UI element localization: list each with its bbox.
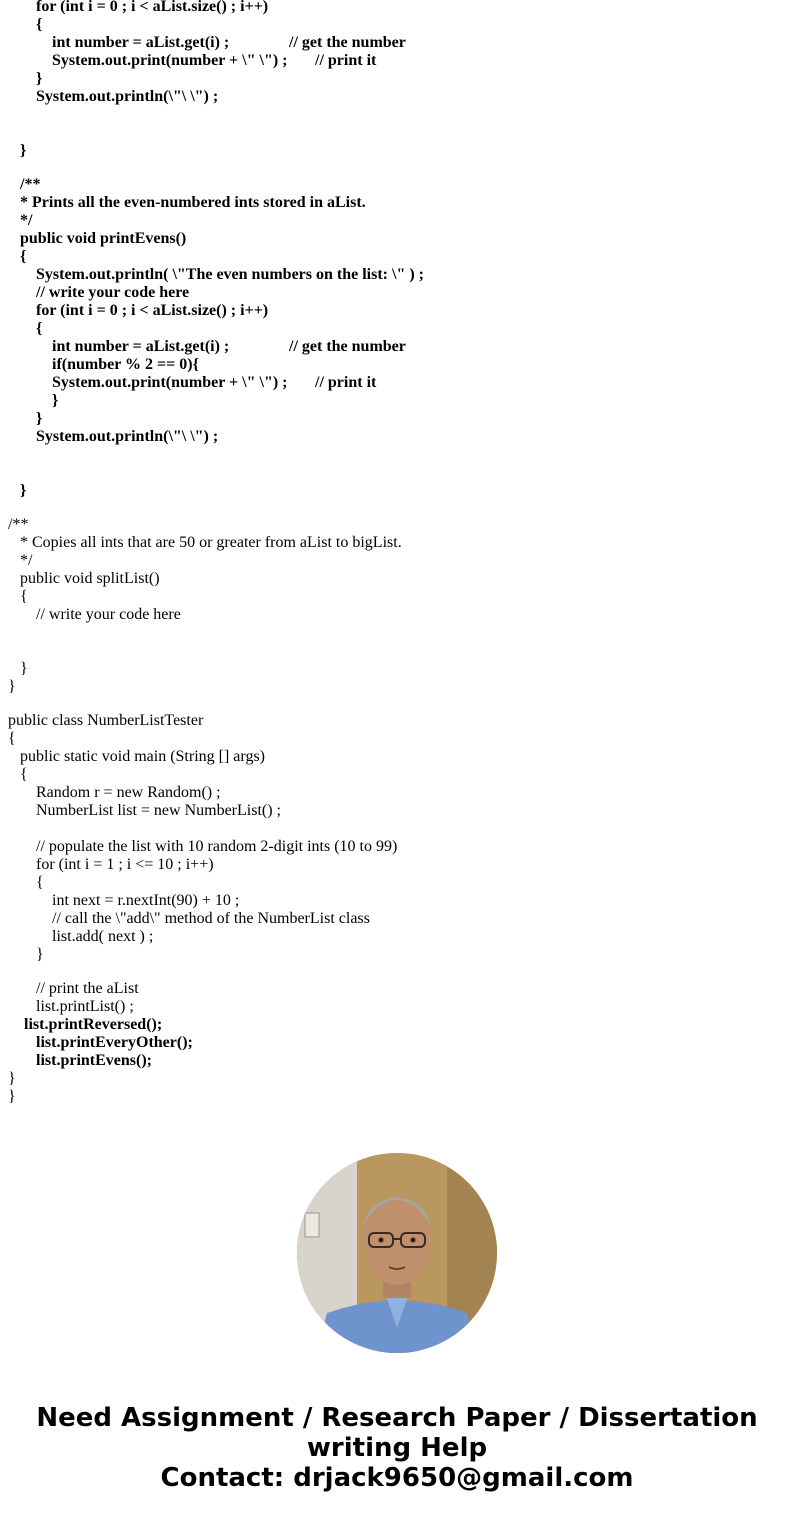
code-comment: // print the aList	[36, 980, 139, 997]
code-line: int number = aList.get(i) ;	[52, 34, 230, 51]
code-line: {	[36, 874, 44, 891]
code-line: {	[20, 588, 28, 605]
code-line: int next = r.nextInt(90) + 10 ;	[52, 892, 240, 909]
code-line: {	[8, 730, 16, 747]
code-line: public class NumberListTester	[8, 712, 204, 729]
code-comment: // write your code here	[36, 606, 181, 623]
code-line: list.printReversed();	[24, 1016, 163, 1033]
code-line: {	[20, 248, 27, 265]
code-line: {	[36, 16, 43, 33]
code-line: System.out.print(number + \" \") ;	[52, 374, 288, 391]
code-line: public void splitList()	[20, 570, 160, 587]
contact-banner	[0, 1403, 794, 1493]
code-line: if(number % 2 == 0){	[52, 356, 199, 373]
code-comment: // get the number	[289, 34, 406, 51]
banner-headline: Need Assignment / Research Paper / Dissertation	[36, 1403, 758, 1433]
code-line: }	[20, 142, 27, 159]
code-line: }	[36, 70, 43, 87]
code-comment: */	[20, 552, 33, 569]
code-line: for (int i = 1 ; i <= 10 ; i++)	[36, 856, 214, 873]
code-comment: // print it	[315, 52, 377, 69]
code-line: Random r = new Random() ;	[36, 784, 221, 801]
code-line: System.out.println(\"\ \") ;	[36, 428, 219, 445]
code-comment: * Copies all ints that are 50 or greater from aList to bigList.	[20, 534, 402, 551]
code-line: {	[20, 766, 28, 783]
code-line: for (int i = 0 ; i < aList.size() ; i++)	[36, 0, 269, 15]
code-line: public void printEvens()	[20, 230, 187, 247]
code-comment: /**	[20, 176, 41, 193]
person-portrait-icon	[297, 1153, 497, 1353]
code-line: int number = aList.get(i) ;	[52, 338, 230, 355]
code-line: System.out.println( \"The even numbers on the list: \" ) ;	[36, 266, 424, 283]
code-line: NumberList list = new NumberList() ;	[36, 802, 281, 819]
code-comment: * Prints all the even-numbered ints stored in aList.	[20, 194, 366, 211]
contact-email: Contact: drjack9650@gmail.com	[160, 1463, 634, 1493]
banner-subline: writing Help	[306, 1433, 488, 1463]
code-line: }	[36, 410, 43, 427]
code-line: }	[20, 482, 27, 499]
code-comment: */	[20, 212, 33, 229]
code-line: }	[20, 660, 28, 677]
code-line: list.add( next ) ;	[52, 928, 154, 945]
code-line: list.printList() ;	[36, 998, 134, 1015]
code-line: }	[8, 678, 16, 695]
code-comment: // write your code here	[36, 284, 190, 301]
author-photo	[297, 1153, 497, 1353]
code-line: list.printEvens();	[36, 1052, 152, 1069]
code-line: System.out.println(\"\ \") ;	[36, 88, 219, 105]
code-comment: // print it	[315, 374, 377, 391]
code-comment: // get the number	[289, 338, 406, 355]
code-line: {	[36, 320, 43, 337]
code-comment: /**	[8, 516, 29, 533]
code-line: for (int i = 0 ; i < aList.size() ; i++)	[36, 302, 269, 319]
code-line: }	[8, 1070, 16, 1087]
code-line: public static void main (String [] args)	[20, 748, 265, 765]
code-line: }	[8, 1088, 16, 1105]
code-comment: // populate the list with 10 random 2-digit ints (10 to 99)	[36, 838, 398, 855]
code-line: }	[36, 946, 44, 963]
code-line: }	[52, 392, 59, 409]
code-comment: // call the \"add\" method of the NumberList class	[52, 910, 370, 927]
code-line: System.out.print(number + \" \") ;	[52, 52, 288, 69]
code-line: list.printEveryOther();	[36, 1034, 193, 1051]
